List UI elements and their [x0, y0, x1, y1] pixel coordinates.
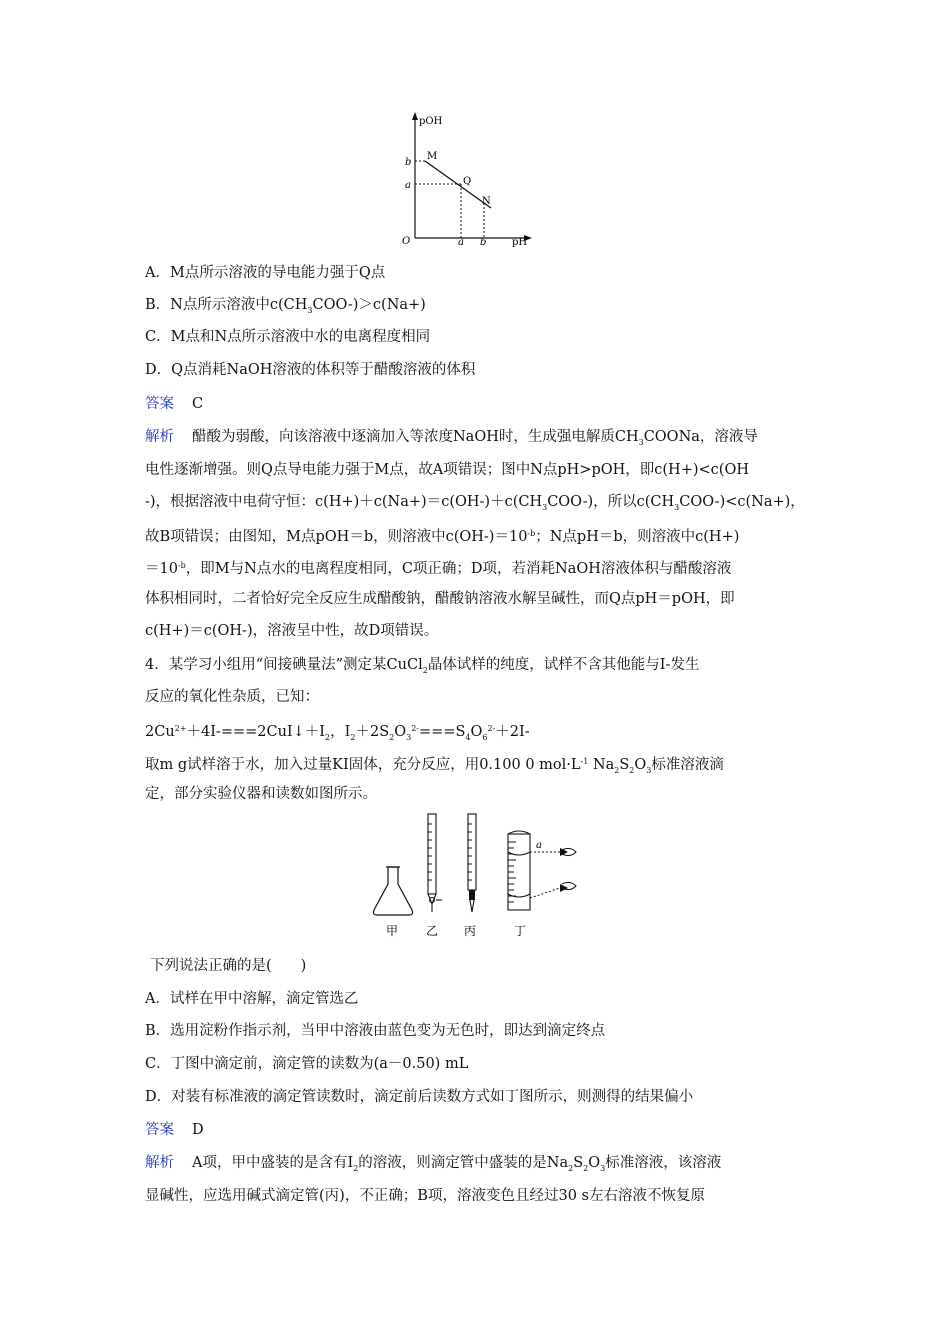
q3-answer	[145, 394, 203, 414]
subscript: 2	[614, 766, 620, 775]
q3-analysis-line-3	[145, 492, 805, 518]
answer-value: D	[192, 1122, 204, 1138]
q4-text: O	[634, 757, 647, 773]
q3-analysis-line-4	[145, 524, 739, 547]
eq-text: ，I	[330, 724, 351, 740]
q4-stem-line-2: 反应的氧化性杂质，已知：	[145, 689, 319, 705]
q4-text: 晶体试样的纯度，试样不含其他能与I-发生	[427, 657, 700, 673]
q3-analysis-line-5	[145, 556, 731, 579]
subscript: 2	[422, 666, 428, 675]
q4-option-b: B．选用淀粉作指示剂，当甲中溶液由蓝色变为无色时，即达到滴定终点	[145, 1023, 606, 1039]
label-yi: 乙	[426, 924, 439, 938]
subscript: 3	[638, 438, 644, 447]
q4-analysis-line-1	[145, 1153, 721, 1179]
subscript: 2	[350, 733, 356, 742]
q3-option-d: D．Q点消耗NaOH溶液的体积等于醋酸溶液的体积	[145, 362, 476, 378]
analysis-text: ＝10	[145, 561, 178, 577]
subscript: 3	[674, 503, 680, 512]
superscript: 2-	[411, 724, 420, 733]
origin-label: O	[402, 236, 411, 247]
subscript: 2	[629, 766, 635, 775]
q4-text: S	[619, 757, 630, 773]
analysis-text: A项，甲中盛装的是含有I	[192, 1155, 354, 1171]
eq-text: ===S	[419, 724, 466, 740]
subscript: 6	[482, 733, 488, 742]
subscript: 2	[389, 733, 395, 742]
subscript: 4	[465, 733, 471, 742]
subscript: 3	[542, 503, 548, 512]
x-axis-label: pH	[512, 237, 528, 248]
analysis-text: COO-)，所以c(CH	[547, 494, 675, 510]
analysis-text: 故B项错误；由图知，M点pOH＝b，则溶液中c(OH-)＝10	[145, 529, 528, 545]
titration-apparatus-figure	[370, 812, 600, 942]
analysis-text: ，即M与N点水的电离程度相同，C项正确；D项，若消耗NaOH溶液体积与醋酸溶液	[185, 561, 732, 577]
burette-reading-closeup	[508, 831, 576, 910]
superscript: -b	[177, 561, 186, 570]
subscript: 2	[353, 1164, 359, 1173]
analysis-text: S	[573, 1155, 584, 1171]
analysis-text: O	[588, 1155, 601, 1171]
q3-analysis-line-7: c(H+)＝c(OH-)，溶液呈中性，故D项错误。	[145, 623, 439, 639]
point-q-label: Q	[463, 176, 472, 187]
analysis-text: 标准溶液，该溶液	[605, 1155, 722, 1171]
superscript: 2-	[487, 724, 496, 733]
y-axis-label: pOH	[419, 116, 443, 127]
q4-text: 标准溶液滴	[651, 757, 724, 773]
analysis-text: ；N点pH＝b，则溶液中c(H+)	[535, 529, 740, 545]
q4-analysis-line-2: 显碱性，应选用碱式滴定管(丙)，不正确；B项，溶液变色且经过30 s左右溶液不恢复原	[145, 1188, 705, 1204]
answer-label: 答案	[145, 1122, 174, 1138]
analysis-label: 解析	[145, 429, 174, 445]
mark-a-label: a	[536, 840, 542, 851]
subscript: 3	[307, 306, 313, 315]
q4-option-c: C．丁图中滴定前，滴定管的读数为(a－0.50) mL	[145, 1056, 469, 1072]
q3-option-b	[145, 295, 426, 321]
subscript: 3	[600, 1164, 606, 1173]
eq-text: O	[394, 724, 407, 740]
q4-text: Na	[588, 757, 615, 773]
poh-ph-graph	[400, 108, 540, 248]
q3-option-b-text: B．N点所示溶液中c(CH	[145, 297, 308, 313]
q4-text: 取m g试样溶于水，加入过量KI固体，充分反应，用0.100 0 mol·L	[145, 757, 581, 773]
subscript: 2	[325, 733, 331, 742]
label-bing: 丙	[464, 924, 477, 938]
answer-label: 答案	[145, 396, 174, 412]
y-axis-arrow	[412, 112, 418, 120]
q4-question: 下列说法正确的是( )	[150, 958, 307, 974]
answer-value: C	[192, 396, 204, 412]
analysis-text: -)，根据溶液中电荷守恒：c(H+)＋c(Na+)＝c(OH-)＋c(CH	[145, 494, 543, 510]
q4-stem-line-1	[145, 655, 699, 681]
eq-text: 2Cu	[145, 724, 175, 740]
q4-text: 4．某学习小组用“间接碘量法”测定某CuCl	[145, 657, 423, 673]
tick-b-x: b	[480, 237, 487, 248]
q4-stem-line-5: 定，部分实验仪器和读数如图所示。	[145, 786, 377, 802]
q3-analysis-line-2: 电性逐渐增强。则Q点导电能力强于M点，故A项错误；图中N点pH>pOH，即c(H+)<c(OH	[145, 462, 749, 478]
q3-option-b-text-2: COO-)＞c(Na+)	[312, 297, 426, 313]
superscript: -b	[527, 529, 536, 538]
tick-a-x: a	[458, 237, 464, 248]
analysis-text: COO-)<c(Na+)，	[679, 494, 805, 510]
label-ding: 丁	[514, 924, 527, 938]
q4-option-d: D．对装有标准液的滴定管读数时，滴定前后读数方式如丁图所示，则测得的结果偏小	[145, 1089, 694, 1105]
acid-burette-icon	[428, 814, 442, 912]
q4-answer	[145, 1120, 204, 1140]
eq-text: ＋2S	[355, 724, 390, 740]
analysis-label: 解析	[145, 1155, 174, 1171]
tick-b-y: b	[405, 157, 412, 168]
point-m-label: M	[427, 151, 438, 162]
q3-analysis-line-1	[145, 427, 758, 453]
q3-option-a: A．M点所示溶液的导电能力强于Q点	[145, 265, 386, 281]
eq-text: ＋2I-	[495, 724, 530, 740]
subscript: 3	[646, 766, 652, 775]
eq-text: O	[470, 724, 483, 740]
base-burette-icon	[468, 814, 476, 912]
analysis-text: 醋酸为弱酸，向该溶液中逐滴加入等浓度NaOH时，生成强电解质CH	[192, 429, 639, 445]
q3-analysis-line-6: 体积相同时，二者恰好完全反应生成醋酸钠，醋酸钠溶液水解呈碱性，而Q点pH＝pOH，即	[145, 591, 735, 607]
analysis-text: 的溶液，则滴定管中盛装的是Na	[358, 1155, 569, 1171]
conical-flask-icon	[373, 867, 412, 915]
q4-equation	[145, 719, 530, 748]
eq-text: ＋4I-===2CuI↓＋I	[186, 724, 326, 740]
eye-icon	[562, 882, 576, 889]
q3-option-c: C．M点和N点所示溶液中水的电离程度相同	[145, 329, 431, 345]
point-n-label: N	[482, 196, 491, 207]
q4-option-a: A．试样在甲中溶解，滴定管选乙	[145, 991, 359, 1007]
analysis-text: COONa，溶液导	[643, 429, 758, 445]
subscript: 2	[568, 1164, 574, 1173]
superscript: -1	[580, 757, 589, 766]
subscript: 2	[583, 1164, 589, 1173]
q4-stem-line-4	[145, 752, 724, 781]
tick-a-y: a	[405, 180, 411, 191]
superscript: 2+	[174, 724, 187, 733]
subscript: 3	[406, 733, 412, 742]
label-jia: 甲	[386, 924, 399, 938]
